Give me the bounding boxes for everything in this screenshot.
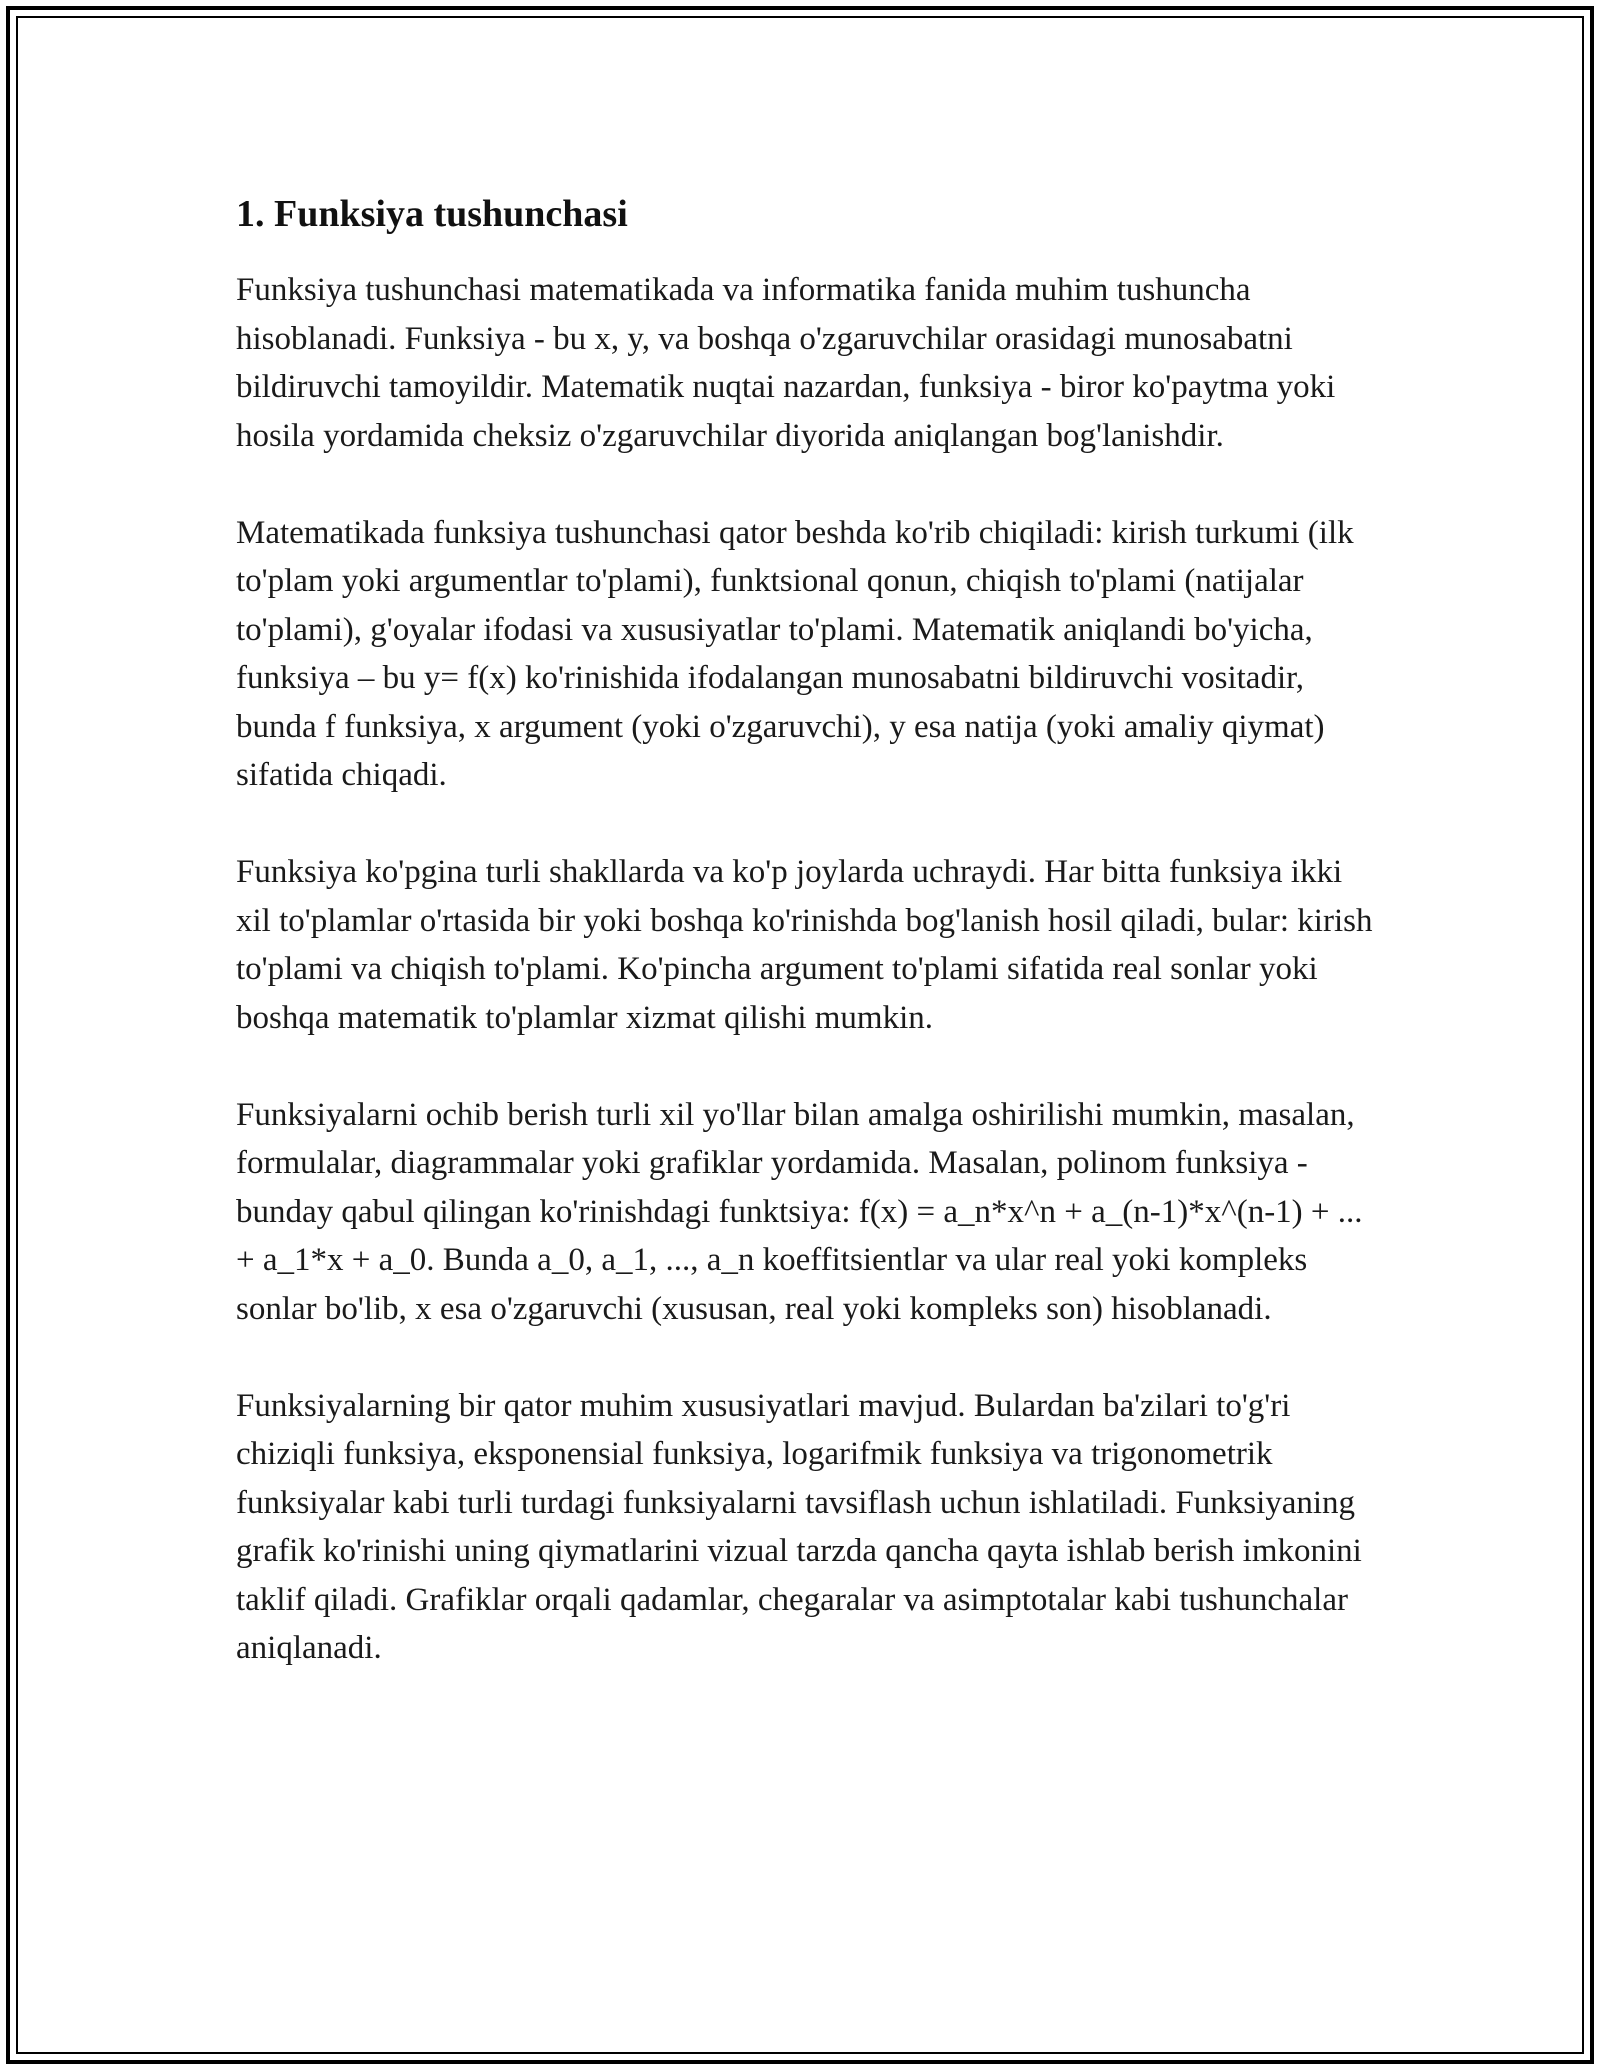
document-body bbox=[236, 188, 1376, 1721]
paragraph-2: Matematikada funksiya tushunchasi qator beshda ko'rib chiqiladi: kirish turkumi (ilk to'plam yoki argumentlar to'plami), funktsional qonun, chiqish to'plami (natijalar to'plami), g'oyalar ifodasi va xususiyatlar to'plami. Matematik aniqlandi bo'yicha, funksiya – bu y= f(x) ko'rinishida ifodalangan munosabatni bildiruvchi vositadir, bunda f funksiya, x argument (yoki o'zgaruvchi), y esa natija (yoki amaliy qiymat) sifatida chiqadi. bbox=[236, 514, 1354, 793]
page-title: 1. Funksiya tushunchasi bbox=[236, 193, 628, 235]
paragraph-3: Funksiya ko'pgina turli shakllarda va ko'p joylarda uchraydi. Har bitta funksiya ikki xil to'plamlar o'rtasida bir yoki boshqa ko'rinishda bog'lanish hosil qiladi, bular: kirish to'plami va chiqish to'plami. Ko'pincha argument to'plami sifatida real sonlar yoki boshqa matematik to'plamlar xizmat qilishi mumkin. bbox=[236, 854, 1373, 1036]
paragraph-1: Funksiya tushunchasi matematikada va informatika fanida muhim tushuncha hisoblanadi. Funksiya - bu x, y, va boshqa o'zgaruvchilar orasidagi munosabatni bildiruvchi tamoyildir. Matematik nuqtai nazardan, funksiya - biror ko'paytma yoki hosila yordamida cheksiz o'zgaruvchilar diyorida aniqlangan bog'lanishdir. bbox=[236, 272, 1336, 454]
paragraph-4: Funksiyalarni ochib berish turli xil yo'llar bilan amalga oshirilishi mumkin, masalan, formulalar, diagrammalar yoki grafiklar yordamida. Masalan, polinom funksiya - bunday qabul qilingan ko'rinishdagi funktsiya: f(x) = a_n*x^n + a_(n-1)*x^(n-1) + ... + a_1*x + a_0. Bunda a_0, a_1, ..., a_n koeffitsientlar va ular real yoki kompleks sonlar bo'lib, x esa o'zgaruvchi (xususan, real yoki kompleks son) hisoblanadi. bbox=[236, 1096, 1363, 1327]
paragraph-5: Funksiyalarning bir qator muhim xususiyatlari mavjud. Bulardan ba'zilari to'g'ri chiziqli funksiya, eksponensial funksiya, logarifmik funksiya va trigonometrik funksiyalar kabi turli turdagi funksiyalarni tavsiflash uchun ishlatiladi. Funksiyaning grafik ko'rinishi uning qiymatlarini vizual tarzda qancha qayta ishlab berish imkonini taklif qiladi. Grafiklar orqali qadamlar, chegaralar va asimptotalar kabi tushunchalar aniqlanadi. bbox=[236, 1387, 1362, 1666]
